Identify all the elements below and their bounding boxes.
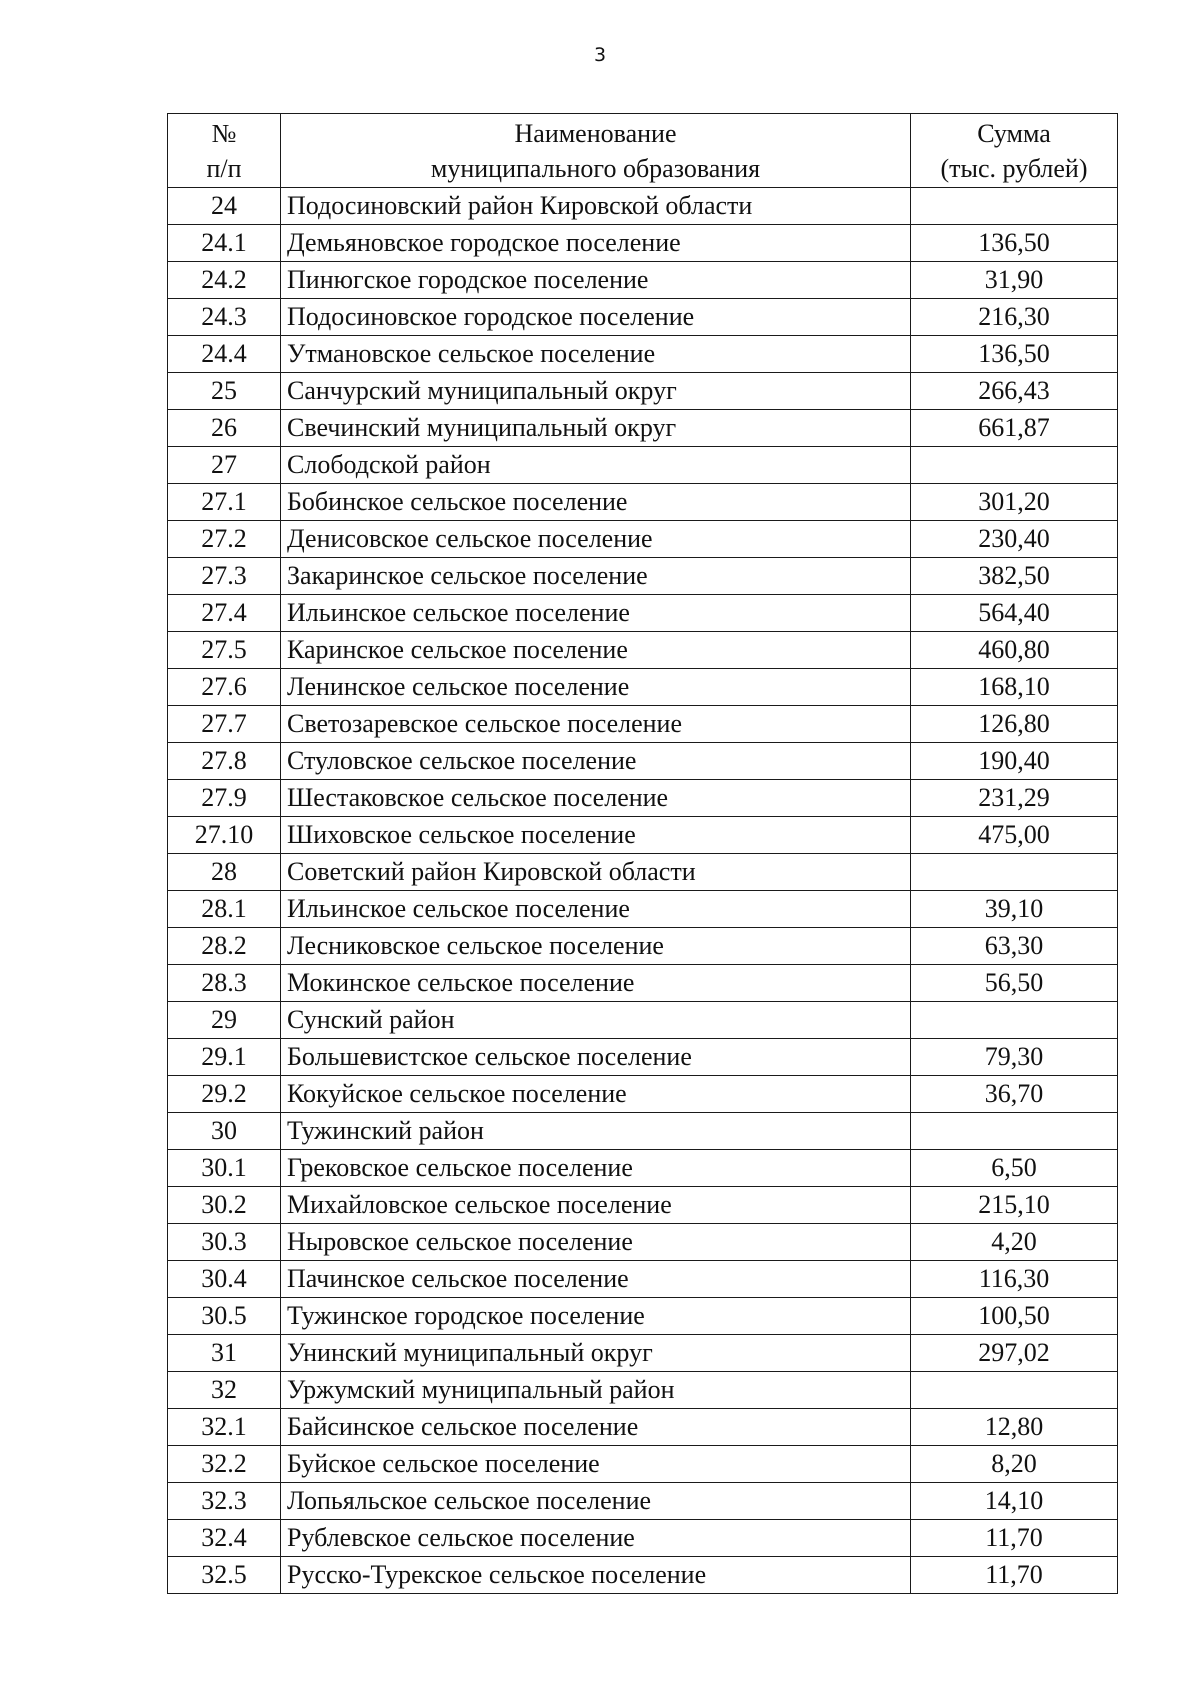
row-name: Ныровское сельское поселение [281,1224,911,1261]
table-row [168,262,1118,299]
header-sum-line2: (тыс. рублей) [940,153,1088,183]
table-row [168,1261,1118,1298]
header-sum-line1: Сумма [977,118,1051,148]
header-number [168,114,281,188]
row-sum: 266,43 [911,373,1118,410]
row-number: 31 [168,1335,281,1372]
table-row [168,1483,1118,1520]
row-sum: 6,50 [911,1150,1118,1187]
row-name: Сунский район [281,1002,911,1039]
row-name: Денисовское сельское поселение [281,521,911,558]
row-number: 27.2 [168,521,281,558]
row-name: Шиховское сельское поселение [281,817,911,854]
row-name: Унинский муниципальный округ [281,1335,911,1372]
row-number: 27.5 [168,632,281,669]
row-name: Тужинский район [281,1113,911,1150]
row-sum: 11,70 [911,1520,1118,1557]
row-number: 29.1 [168,1039,281,1076]
page-number: 3 [593,44,607,66]
table-header [168,114,1118,188]
row-name: Каринское сельское поселение [281,632,911,669]
row-sum: 231,29 [911,780,1118,817]
row-sum: 36,70 [911,1076,1118,1113]
table-row [168,558,1118,595]
table-body [168,188,1118,1594]
table-row [168,669,1118,706]
row-number: 28.3 [168,965,281,1002]
row-sum [911,1002,1118,1039]
header-number-line1: № [211,118,237,148]
row-sum: 136,50 [911,336,1118,373]
row-name: Байсинское сельское поселение [281,1409,911,1446]
row-sum: 100,50 [911,1298,1118,1335]
row-name: Рублевское сельское поселение [281,1520,911,1557]
row-sum: 31,90 [911,262,1118,299]
header-row [168,114,1118,188]
row-number: 32 [168,1372,281,1409]
table-row [168,1039,1118,1076]
row-number: 28.2 [168,928,281,965]
row-sum [911,854,1118,891]
row-sum: 63,30 [911,928,1118,965]
table-row [168,928,1118,965]
row-name: Свечинский муниципальный округ [281,410,911,447]
row-number: 24.4 [168,336,281,373]
row-number: 24.2 [168,262,281,299]
row-number: 26 [168,410,281,447]
row-name: Уржумский муниципальный район [281,1372,911,1409]
table-row [168,336,1118,373]
row-name: Лопьяльское сельское поселение [281,1483,911,1520]
row-sum: 126,80 [911,706,1118,743]
allocation-table [167,113,1118,1594]
row-name: Мокинское сельское поселение [281,965,911,1002]
row-number: 30.4 [168,1261,281,1298]
row-number: 27.7 [168,706,281,743]
row-name: Грековское сельское поселение [281,1150,911,1187]
row-number: 27.1 [168,484,281,521]
row-sum [911,1113,1118,1150]
table-row [168,410,1118,447]
table-row [168,1335,1118,1372]
table-row [168,373,1118,410]
row-sum [911,188,1118,225]
row-sum: 116,30 [911,1261,1118,1298]
row-name: Слободской район [281,447,911,484]
table-row [168,891,1118,928]
row-sum: 301,20 [911,484,1118,521]
table-row [168,965,1118,1002]
table-row [168,299,1118,336]
row-number: 32.2 [168,1446,281,1483]
row-name: Подосиновское городское поселение [281,299,911,336]
row-number: 27.10 [168,817,281,854]
row-sum: 215,10 [911,1187,1118,1224]
row-number: 25 [168,373,281,410]
table-row [168,225,1118,262]
row-sum: 12,80 [911,1409,1118,1446]
row-name: Кокуйское сельское поселение [281,1076,911,1113]
row-number: 30.1 [168,1150,281,1187]
row-name: Русско-Турекское сельское поселение [281,1557,911,1594]
row-number: 27.4 [168,595,281,632]
row-name: Демьяновское городское поселение [281,225,911,262]
row-name: Пинюгское городское поселение [281,262,911,299]
row-number: 32.3 [168,1483,281,1520]
row-number: 27.6 [168,669,281,706]
row-name: Большевистское сельское поселение [281,1039,911,1076]
table-row [168,1520,1118,1557]
row-sum: 216,30 [911,299,1118,336]
row-sum: 230,40 [911,521,1118,558]
row-number: 24 [168,188,281,225]
row-name: Стуловское сельское поселение [281,743,911,780]
row-name: Ленинское сельское поселение [281,669,911,706]
row-name: Ильинское сельское поселение [281,891,911,928]
table-row [168,595,1118,632]
row-sum: 56,50 [911,965,1118,1002]
row-number: 30.2 [168,1187,281,1224]
row-number: 32.1 [168,1409,281,1446]
row-name: Советский район Кировской области [281,854,911,891]
row-number: 32.5 [168,1557,281,1594]
row-number: 27.9 [168,780,281,817]
table-row [168,1557,1118,1594]
row-number: 28 [168,854,281,891]
table-row [168,1409,1118,1446]
row-sum: 297,02 [911,1335,1118,1372]
row-number: 27 [168,447,281,484]
row-number: 30.3 [168,1224,281,1261]
row-sum: 382,50 [911,558,1118,595]
row-name: Санчурский муниципальный округ [281,373,911,410]
table-row [168,484,1118,521]
row-name: Утмановское сельское поселение [281,336,911,373]
row-number: 27.8 [168,743,281,780]
table-row [168,447,1118,484]
row-name: Бобинское сельское поселение [281,484,911,521]
table-row [168,854,1118,891]
row-sum: 8,20 [911,1446,1118,1483]
row-sum: 475,00 [911,817,1118,854]
row-sum: 136,50 [911,225,1118,262]
row-sum: 11,70 [911,1557,1118,1594]
table-row [168,1187,1118,1224]
row-number: 30 [168,1113,281,1150]
row-sum: 168,10 [911,669,1118,706]
row-sum: 79,30 [911,1039,1118,1076]
row-number: 24.1 [168,225,281,262]
row-sum: 4,20 [911,1224,1118,1261]
row-number: 24.3 [168,299,281,336]
row-number: 28.1 [168,891,281,928]
table-row [168,1150,1118,1187]
row-name: Буйское сельское поселение [281,1446,911,1483]
table-row [168,1113,1118,1150]
row-number: 27.3 [168,558,281,595]
table-row [168,1002,1118,1039]
row-name: Светозаревское сельское поселение [281,706,911,743]
header-sum [911,114,1118,188]
row-sum: 39,10 [911,891,1118,928]
row-number: 32.4 [168,1520,281,1557]
row-name: Пачинское сельское поселение [281,1261,911,1298]
header-name-line2: муниципального образования [430,153,761,183]
table-row [168,706,1118,743]
table-row [168,780,1118,817]
header-name-line1: Наименование [514,118,677,148]
row-name: Михайловское сельское поселение [281,1187,911,1224]
row-sum [911,1372,1118,1409]
table-row [168,188,1118,225]
table-row [168,743,1118,780]
row-number: 29.2 [168,1076,281,1113]
table-row [168,1372,1118,1409]
row-name: Шестаковское сельское поселение [281,780,911,817]
row-sum: 564,40 [911,595,1118,632]
table-row [168,1224,1118,1261]
row-name: Ильинское сельское поселение [281,595,911,632]
row-number: 29 [168,1002,281,1039]
table-row [168,817,1118,854]
row-sum: 14,10 [911,1483,1118,1520]
row-sum: 661,87 [911,410,1118,447]
table-row [168,632,1118,669]
row-sum [911,447,1118,484]
row-name: Закаринское сельское поселение [281,558,911,595]
row-number: 30.5 [168,1298,281,1335]
table-row [168,1076,1118,1113]
row-name: Лесниковское сельское поселение [281,928,911,965]
row-name: Тужинское городское поселение [281,1298,911,1335]
table-row [168,1298,1118,1335]
row-sum: 190,40 [911,743,1118,780]
table-row [168,521,1118,558]
header-number-line2: п/п [206,153,242,183]
row-sum: 460,80 [911,632,1118,669]
row-name: Подосиновский район Кировской области [281,188,911,225]
header-name [281,114,911,188]
table-row [168,1446,1118,1483]
